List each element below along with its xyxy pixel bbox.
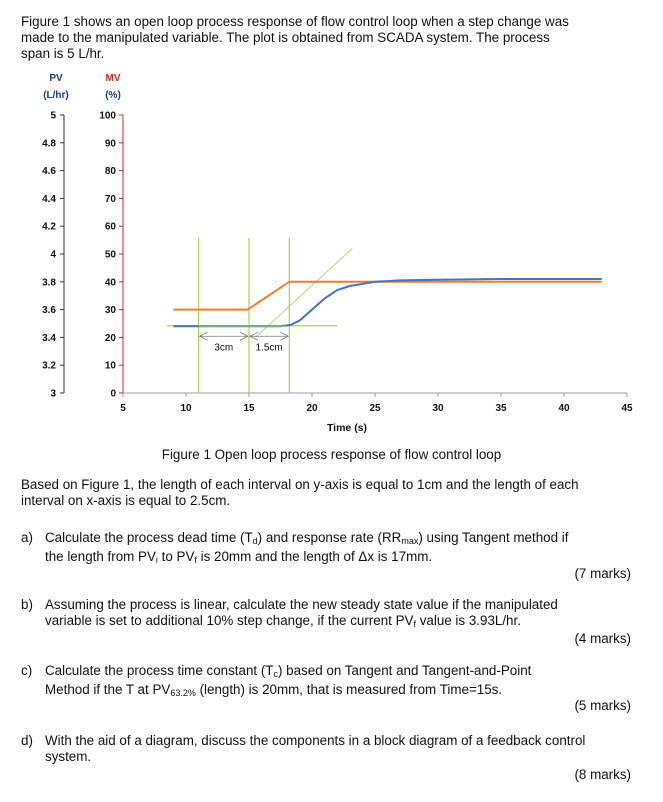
right-tick-label: 20 <box>104 332 116 344</box>
left-tick-label: 3 <box>50 388 56 400</box>
marks-c: (5 marks) <box>574 698 631 713</box>
q-a-sub-i: i <box>155 555 158 565</box>
left-tick-label: 3.4 <box>42 332 56 344</box>
figure-caption: Figure 1 Open loop process response of flow control loop <box>161 447 502 462</box>
body-line-1: Based on Figure 1, the length of each interval on y-axis is equal to 1cm and the length of each <box>21 477 579 492</box>
marks-d: (8 marks) <box>574 767 631 782</box>
right-tick-label: 40 <box>104 277 116 289</box>
left-tick-label: 4.8 <box>42 138 56 150</box>
right-tick-label: 30 <box>104 305 116 317</box>
intro-line-1: Figure 1 shows an open loop process response of flow control loop when a step change was <box>21 14 569 29</box>
q-a-text-5: to PV <box>157 549 195 564</box>
x-tick-label: 5 <box>120 403 126 414</box>
q-a-text-3: ) using Tangent method if <box>418 530 569 545</box>
question-label: b) <box>21 597 33 612</box>
left-tick-label: 4.2 <box>42 221 56 233</box>
q-b-text-2: value is 3.93L/hr. <box>415 613 521 628</box>
right-tick-label: 0 <box>110 388 116 400</box>
x-tick-label: 40 <box>558 403 570 414</box>
left-tick-label: 3.2 <box>42 360 56 372</box>
marks-a: (7 marks) <box>574 566 631 581</box>
q-a-sub-f: f <box>194 555 197 565</box>
tangent-line <box>255 248 352 337</box>
q-d-line-2: system. <box>45 749 92 764</box>
right-axis-label: MV <box>105 73 121 84</box>
process-response-chart <box>0 68 663 508</box>
left-tick-label: 4.4 <box>42 193 56 205</box>
left-axis-unit: (L/hr) <box>43 90 69 101</box>
series-line-mv <box>173 282 601 310</box>
q-b-line-1: Assuming the process is linear, calculate the new steady state value if the manipulated <box>45 597 558 612</box>
x-tick-label: 25 <box>369 403 381 414</box>
question-label: a) <box>21 530 33 545</box>
question-text <box>45 733 633 765</box>
q-c-text-2: ) based on Tangent and Tangent-and-Point <box>277 663 532 678</box>
x-tick-label: 45 <box>621 403 633 414</box>
distance-label: 3cm <box>214 342 234 354</box>
x-tick-label: 10 <box>180 403 192 414</box>
left-tick-label: 4.6 <box>42 166 56 178</box>
intro-line-3: span is 5 L/hr. <box>21 46 105 61</box>
q-c-sub-63: 63.2% <box>170 688 196 698</box>
series-line-pv <box>173 279 601 326</box>
x-tick-label: 15 <box>243 403 255 414</box>
q-a-text-1: Calculate the process dead time (T <box>45 530 253 545</box>
q-a-text-2: ) and response rate (RR <box>257 530 402 545</box>
question-text <box>45 663 633 701</box>
x-axis-label: Time (s) <box>326 422 368 434</box>
distance-label: 1.5cm <box>255 342 283 354</box>
q-c-text-4: (length) is 20mm, that is measured from Time=15s. <box>195 682 503 697</box>
left-tick-label: 3.8 <box>42 277 56 289</box>
q-a-text-6: is 20mm and the length of Δx is 17mm. <box>196 549 433 564</box>
marks-b: (4 marks) <box>574 631 631 646</box>
intro-line-2: made to the manipulated variable. The plot is obtained from SCADA system. The process <box>21 30 550 45</box>
q-b-sub-f: f <box>413 619 416 629</box>
q-a-text-4: the length from PV <box>45 549 156 564</box>
x-tick-label: 20 <box>306 403 318 414</box>
x-tick-label: 35 <box>495 403 507 414</box>
question-label: c) <box>21 663 33 678</box>
question-label: d) <box>21 733 33 748</box>
intro-paragraph <box>21 14 631 62</box>
left-tick-label: 4 <box>50 249 56 261</box>
q-d-line-1: With the aid of a diagram, discuss the components in a block diagram of a feedback control <box>45 733 586 748</box>
q-b-text-1: variable is set to additional 10% step change, if the current PV <box>45 613 414 628</box>
body-line-2: interval on x-axis is equal to 2.5cm. <box>21 493 231 508</box>
left-axis-label: PV <box>49 73 63 84</box>
right-tick-label: 60 <box>104 221 116 233</box>
right-tick-label: 10 <box>104 360 116 372</box>
question-text <box>45 597 633 632</box>
right-tick-label: 100 <box>99 110 116 122</box>
q-c-text-1: Calculate the process time constant (T <box>45 663 274 678</box>
right-tick-label: 90 <box>104 138 116 150</box>
right-tick-label: 50 <box>104 249 116 261</box>
q-a-sub-d: d <box>252 536 258 546</box>
right-tick-label: 80 <box>104 166 116 178</box>
left-tick-label: 5 <box>50 110 56 122</box>
q-c-text-3: Method if the T at PV <box>45 682 171 697</box>
left-tick-label: 3.6 <box>42 305 56 317</box>
question-text <box>45 530 633 568</box>
right-axis-unit: (%) <box>105 90 121 101</box>
body-paragraph <box>21 477 631 509</box>
x-tick-label: 30 <box>432 403 444 414</box>
q-a-sub-max: max <box>401 536 419 546</box>
right-tick-label: 70 <box>104 193 116 205</box>
q-c-sub-c: c <box>273 669 278 679</box>
